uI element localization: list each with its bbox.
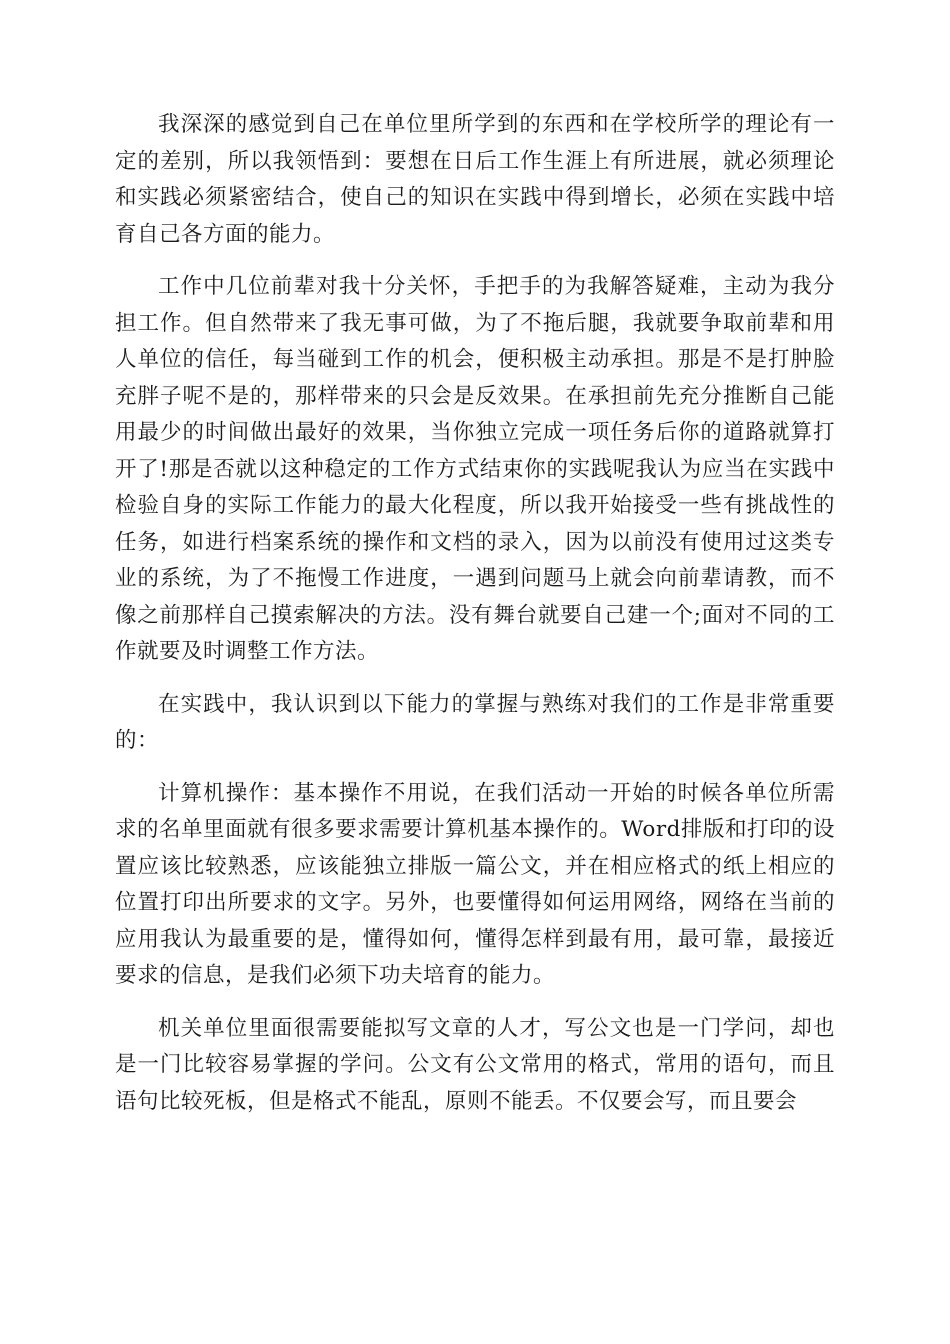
paragraph-1: 我深深的感觉到自己在单位里所学到的东西和在学校所学的理论有一定的差别，所以我领悟到：要想在日后工作生涯上有所进展，就必须理论和实践必须紧密结合，使自己的知识在实践中得到增长，必须在实践中培育自己各方面的能力。 [115, 112, 835, 247]
paragraph-3: 在实践中，我认识到以下能力的掌握与熟练对我们的工作是非常重要的： [115, 691, 835, 753]
paragraph-4: 计算机操作：基本操作不用说，在我们活动一开始的时候各单位所需求的名单里面就有很多要求需要计算机基本操作的。Word排版和打印的设置应该比较熟悉，应该能独立排版一篇公文，并在相应格式的纸上相应的位置打印出所要求的文字。另外，也要懂得如何运用网络，网络在当前的应用我认为最重要的是，懂得如何，懂得怎样到最有用，最可靠，最接近要求的信息，是我们必须下功夫培育的能力。 [115, 780, 835, 988]
paragraph-2: 工作中几位前辈对我十分关怀，手把手的为我解答疑难，主动为我分担工作。但自然带来了我无事可做，为了不拖后腿，我就要争取前辈和用人单位的信任，每当碰到工作的机会，便积极主动承担。那是不是打肿脸充胖子呢不是的，那样带来的只会是反效果。在承担前先充分推断自己能用最少的时间做出最好的效果，当你独立完成一项任务后你的道路就算打开了!那是否就以这种稳定的工作方式结束你的实践呢我认为应当在实践中检验自身的实际工作能力的最大化程度，所以我开始接受一些有挑战性的任务，如进行档案系统的操作和文档的录入，因为以前没有使用过这类专业的系统，为了不拖慢工作进度，一遇到问题马上就会向前辈请教，而不像之前那样自己摸索解决的方法。没有舞台就要自己建一个;面对不同的工作就要及时调整工作方法。 [115, 274, 835, 664]
document-body [115, 107, 835, 1136]
paragraph-5: 机关单位里面很需要能拟写文章的人才，写公文也是一门学问，却也是一门比较容易掌握的学问。公文有公文常用的格式，常用的语句，而且语句比较死板，但是格式不能乱，原则不能丢。不仅要会写，而且要会 [115, 1015, 835, 1114]
